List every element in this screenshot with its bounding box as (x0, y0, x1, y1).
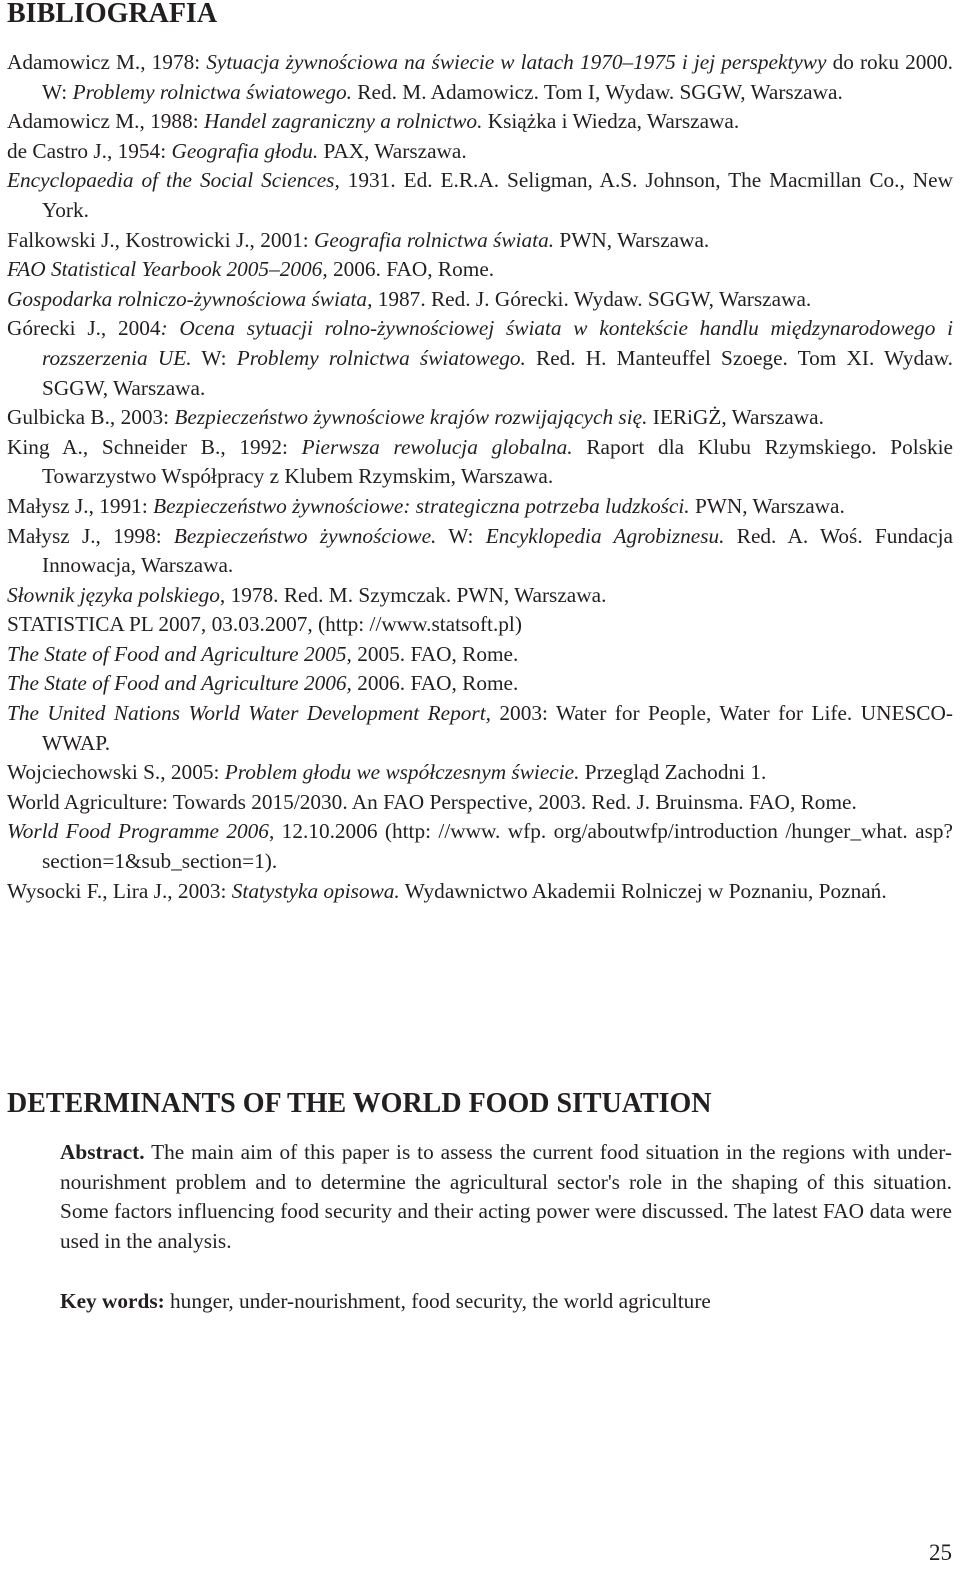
bibliography-entry (7, 640, 953, 670)
entry-text: 12.10.2006 (http: //www. wfp. org/aboutwfp/introduction /hunger_what. asp? section=1&sub_section=1). (42, 819, 953, 874)
entry-title-italic: Encyclopaedia of the Social Sciences, (7, 168, 340, 193)
page-number: 25 (929, 1540, 952, 1565)
entry-text: 1931. Ed. E.R.A. Seligman, A.S. Johnson, The Macmillan Co., New York. (42, 168, 953, 222)
bibliography-entry (7, 758, 953, 788)
entry-title-italic: Problemy rolnictwa światowego. (236, 345, 526, 370)
english-title-heading: DETERMINANTS OF THE WORLD FOOD SITUATION (7, 1088, 712, 1119)
entry-text: Red. M. Adamowicz. Tom I, Wydaw. SGGW, Warszawa. (351, 79, 843, 104)
entry-text: PWN, Warszawa. (554, 227, 710, 252)
entry-text: 2005. FAO, Rome. (351, 641, 519, 666)
entry-text: de Castro J., 1954: (7, 138, 172, 163)
bibliography-entry (7, 817, 953, 876)
entry-title-italic: Problem głodu we współczesnym świecie. (224, 760, 580, 785)
entry-text: W: (191, 345, 237, 370)
entry-title-italic: Pierwsza rewolucja globalna. (301, 434, 573, 459)
entry-text: Małysz J., 1991: (7, 493, 154, 518)
entry-text: IERiGŻ, Warszawa. (647, 405, 824, 430)
entry-title-italic: Sytuacja żywnościowa na świecie w latach 1970–1975 i jej perspektywy (206, 50, 827, 74)
bibliography-entry (7, 403, 953, 433)
bibliography-entry (7, 137, 953, 167)
entry-title-italic: Geografia rolnictwa świata. (314, 227, 555, 252)
entry-title-italic: : Ocena sytuacji rolno-żywnościowej świata w kontekście handlu międzynarodowego i rozszerzenia UE. (42, 316, 953, 370)
entry-text: Falkowski J., Kostrowicki J., 2001: (7, 227, 315, 252)
entry-text: 1987. Red. J. Górecki. Wydaw. SGGW, Warszawa. (372, 286, 812, 311)
entry-title-italic: Gospodarka rolniczo-żywnościowa świata, (7, 286, 373, 311)
entry-text: 2006. FAO, Rome. (327, 257, 495, 282)
entry-title-italic: Statystyka opisowa. (231, 878, 400, 903)
entry-text: W: (436, 523, 486, 548)
abstract-text: The main aim of this paper is to assess the current food situation in the regions with under-nourishment problem and to determine the agricultural sector's role in the shaping of this situation. Some factors influencing food security and their acting power were discussed. The latest FAO data were used in the analysis. (60, 1140, 952, 1253)
entry-text: Wysocki F., Lira J., 2003: (7, 878, 232, 903)
bibliography-heading: BIBLIOGRAFIA (7, 0, 218, 29)
entry-title-italic: Problemy rolnictwa światowego. (72, 79, 352, 104)
entry-text: World Agriculture: Towards 2015/2030. An FAO Perspective, 2003. Red. J. Bruinsma. FAO, Rome. (7, 789, 857, 814)
entry-title-italic: Geografia głodu. (171, 138, 319, 163)
entry-text: 2003: Water for People, Water for Life. UNESCO-WWAP. (42, 701, 953, 755)
entry-text: PAX, Warszawa. (318, 138, 467, 163)
entry-title-italic: World Food Programme 2006, (7, 819, 275, 844)
bibliography-entry (7, 699, 953, 758)
entry-title-italic: The United Nations World Water Development Report, (7, 701, 491, 726)
entry-text: Wydawnictwo Akademii Rolniczej w Poznaniu, Poznań. (399, 878, 887, 903)
entry-title-italic: Bezpieczeństwo żywnościowe. (173, 523, 437, 548)
entry-text: Gulbicka B., 2003: (7, 405, 175, 430)
bibliography-list (7, 48, 953, 906)
entry-title-italic: The State of Food and Agriculture 2005, (7, 641, 352, 666)
entry-text: 2006. FAO, Rome. (351, 671, 519, 696)
entry-text: Książka i Wiedza, Warszawa. (482, 109, 740, 134)
entry-text: Górecki J., 2004 (7, 316, 161, 341)
abstract-label: Abstract. (60, 1140, 145, 1164)
entry-text: Wojciechowski S., 2005: (7, 760, 225, 785)
bibliography-entry (7, 669, 953, 699)
keywords-line (60, 1287, 952, 1317)
bibliography-entry (7, 610, 953, 640)
bibliography-entry (7, 522, 953, 581)
keywords-label: Key words: (60, 1289, 165, 1313)
bibliography-entry (7, 48, 953, 107)
bibliography-entry (7, 433, 953, 492)
entry-title-italic: Słownik języka polskiego, (7, 582, 226, 607)
bibliography-entry (7, 166, 953, 225)
entry-text: Red. A. Woś. Fundacja Innowacja, Warszawa. (42, 523, 953, 578)
entry-text: Raport dla Klubu Rzymskiego. Polskie Towarzystwo Współpracy z Klubem Rzymskim, Warszawa. (42, 434, 954, 489)
entry-text: do roku 2000. W: (42, 50, 953, 104)
entry-text: Przegląd Zachodni 1. (579, 760, 767, 785)
entry-title-italic: FAO Statistical Yearbook 2005–2006, (7, 257, 328, 282)
entry-text: Red. H. Manteuffel Szoege. Tom XI. Wydaw. SGGW, Warszawa. (42, 345, 953, 400)
bibliography-entry (7, 877, 953, 907)
bibliography-entry (7, 226, 953, 256)
entry-title-italic: Bezpieczeństwo żywnościowe: strategiczna potrzeba ludzkości. (153, 493, 690, 518)
bibliography-entry (7, 492, 953, 522)
abstract-paragraph (60, 1138, 952, 1256)
entry-text: King A., Schneider B., 1992: (7, 434, 302, 459)
entry-text: 1978. Red. M. Szymczak. PWN, Warszawa. (225, 582, 607, 607)
bibliography-entry (7, 285, 953, 315)
keywords-text: hunger, under-nourishment, food security, the world agriculture (164, 1289, 711, 1313)
entry-title-italic: Bezpieczeństwo żywnościowe krajów rozwijających się. (174, 405, 648, 430)
entry-title-italic: Handel zagraniczny a rolnictwo. (203, 109, 483, 134)
bibliography-entry (7, 255, 953, 285)
bibliography-entry (7, 314, 953, 403)
bibliography-entry (7, 581, 953, 611)
entry-text: STATISTICA PL 2007, 03.03.2007, (http: //www.statsoft.pl) (7, 612, 522, 637)
entry-text: Adamowicz M., 1978: (7, 50, 207, 74)
entry-title-italic: Encyklopedia Agrobiznesu. (485, 523, 725, 548)
bibliography-entry (7, 107, 953, 137)
entry-title-italic: The State of Food and Agriculture 2006, (7, 671, 352, 696)
entry-text: Adamowicz M., 1988: (7, 109, 204, 134)
entry-text: PWN, Warszawa. (689, 493, 845, 518)
entry-text: Małysz J., 1998: (7, 523, 174, 548)
bibliography-entry (7, 788, 953, 818)
